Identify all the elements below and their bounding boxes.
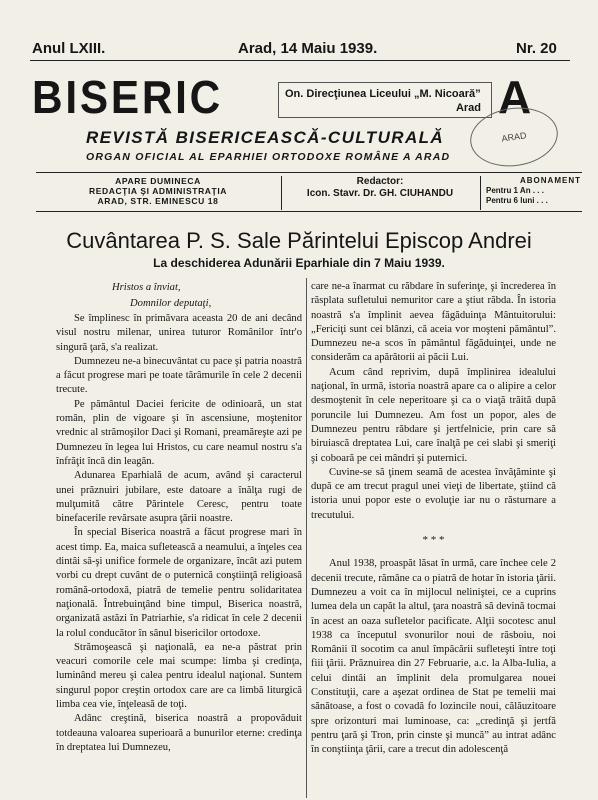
paragraph: Cuvine-se să ţinem seamă de acestea învăţăminte şi după ce am trecut pragul unei vieţi de libertate, ştiind că istoria unui popor este o evoluţie iar nu o răsturnare a trecutului. [311, 466, 556, 521]
library-stamp-line1: On. Direcţiunea Liceului „M. Nicoară” [285, 88, 481, 100]
issue-line [0, 40, 598, 60]
article-column-right [311, 280, 556, 758]
masthead-subtitle: REVISTĂ BISERICEASCĂ-CULTURALĂ [86, 128, 445, 147]
article-title: Cuvântarea P. S. Sale Părintelui Episcop Andrei [66, 228, 532, 253]
header-rule-info-top [36, 172, 582, 173]
publication-info-line1: APARE DUMINECA [115, 176, 201, 186]
editor-info [285, 176, 475, 200]
paragraph: Anul 1938, proaspăt lăsat în urmă, care închee cele 2 decenii trecute, rămâne ca o piatră de hotar în istoria ţării. Dumnezeu a voit ca în mijlocul neliniştei, ce a cuprins lumea dela un capăt la altul, ţara noastră să devină tocmai în acest an oaza sufletelor pacificate. Alţii socotesc anul 1938 ca începutul svonurilor noui de răsboiu, noi Românii îl socotim ca anul împăcării sufleteşti între toţi fiii ţării. Prăznuirea din 27 Februarie, a.c. la Alba-Iulia, a celui dintâi an împlinit dela promulgarea nouei Constituţii, care a aşezat ordinea de Stat pe temelii mai sănătoase, a fost o covadă fo lozincile noui, călăuzitoare spre orizonturi mai luminoase, ca: „credinţă şi jertfă pentru ţară şi Tron, prin cinste şi muncă” au intrat adânc în conştiinţa ţării, care a trecut din adolescenţă [311, 558, 556, 756]
paragraph: Adânc creştină, biserica noastră a propovăduit totdeauna valoarea superioară a bunurilor eterne: credinţa în dreptatea lui Dumnezeu, [56, 713, 302, 753]
paragraph: care ne-a înarmat cu răbdare în suferinţe, şi încrederea în răsplata sufletului nemuritor care a ştiut răbda. În istoria noastră s'a împlinit aevea făgăduinţa Mântuitorului: „Fericiţi sunt cei blânzi, că aceia vor moşteni pământul”. Dumnezeu ne-a scos în pământul făgăduinţei, unde ne considerăm ca apărătorii ai păcii Lui. [311, 281, 556, 364]
header-rule-info-bottom [36, 211, 582, 212]
volume-label: Anul LXIII. [32, 40, 106, 57]
editor-name: Icon. Stavr. Dr. GH. CIUHANDU [306, 188, 454, 199]
article-subtitle: La deschiderea Adunării Eparhiale din 7 Maiu 1939. [153, 256, 445, 270]
library-stamp [278, 82, 492, 118]
article-column-left [56, 280, 302, 755]
place-date: Arad, 14 Maiu 1939. [238, 40, 378, 57]
section-separator: * * * [422, 534, 445, 547]
publication-info-line2: REDACŢIA ŞI ADMINISTRAŢIA [88, 186, 228, 196]
paragraph: Adunarea Eparhială de acum, având şi caracterul unei prăznuiri jubilare, este datoare a înălţa rugi de mulţumită către Părintele Ceresc, pentru toate binefacerile revărsate asupra ţării noastre. [56, 470, 302, 525]
paragraph: Pe pământul Daciei fericite de odinioară, un stat român, plin de vigoare şi în ascensiune, moştenitor vrednic al strămoşilor Daci şi Romani, preamăreşte azi pe Dumnezeu în legea lui Hristos, cu care neamul nostru s'a înfrăţit încă din leagăn. [56, 398, 302, 467]
subscription-line1: Pentru 1 An . . . [486, 186, 544, 195]
paragraph: Se împlinesc în primăvara aceasta 20 de ani decând visul nostru milenar, unirea tuturor Românilor într'o singură ţară, s'a realizat. [56, 313, 302, 353]
info-separator-right [480, 176, 481, 210]
greeting-line2: Domnilor deputaţi, [130, 298, 212, 309]
publication-info [38, 176, 278, 206]
paragraph: În special Biserica noastră a făcut progrese mari în acest timp. Ea, maica sufletească a neamului, a înţeles cea dintâi să-şi unifice formele de organizare, încât azi putem vorbi cu drept cuvânt de o puternică conştiinţă religioasă română-ortodoxă, piatră de temelie pentru solidaritatea naţională. Întrebuinţând bine timpul, Biserica noastră, organizată astăzi în Patriarhie, s'a ridicat în cele 2 decenii la rolul conducător în sânul bisericilor ortodoxe. [56, 527, 302, 639]
masthead-organ: ORGAN OFICIAL AL EPARHIEI ORTODOXE ROMÂNE A ARAD [86, 151, 451, 163]
info-separator-left [281, 176, 282, 210]
paragraph: Acum când reprivim, după împlinirea idealului naţional, în urmă, istoria noastră apare ca o alipire a celor desmoştenit în cele neperitoare şi ca o viaţă trăită după poruncile lui Dumnezeu. Am fost un popor, ales de Dumnezeu pentru răbdare şi jertfelnicie, prin care să biruiască dreptatea Lui, care înalţă pe cei slabi şi smeriţi şi coboară pe cei mândri şi puternici. [311, 366, 556, 464]
subscription-line2: Pentru 6 luni . . . [486, 196, 548, 205]
postmark-text: ARAD [500, 130, 528, 144]
greeting-line1: Hristos a înviat, [112, 282, 181, 293]
library-stamp-line2: Arad [455, 102, 481, 114]
publication-info-line3: ARAD, STR. EMINESCU 18 [97, 196, 219, 206]
column-divider [306, 278, 307, 798]
header-rule-top [30, 60, 570, 61]
issue-number: Nr. 20 [516, 40, 557, 57]
masthead-title-right: A [498, 71, 532, 123]
paragraph: Strămoşească şi naţională, ea ne-a păstrat prin veacuri comorile cele mai scumpe: limba şi credinţa, luminând mereu şi calea pentru idealul naţional. Suntem singurul popor creştin ortodox care are ca limbă liturgică limba cea vie, înţeleasă de toţi. [56, 641, 302, 711]
subscription-info [486, 176, 581, 206]
editor-label: Redactor: [356, 176, 404, 187]
paragraph: Dumnezeu ne-a binecuvântat cu pace şi patria noastră a făcut progrese mari pe toate tărâmurile în cele 2 decenii trecute. [56, 355, 302, 396]
subscription-label: ABONAMENT [520, 176, 581, 185]
masthead-title-left: BISERIC [32, 71, 223, 123]
